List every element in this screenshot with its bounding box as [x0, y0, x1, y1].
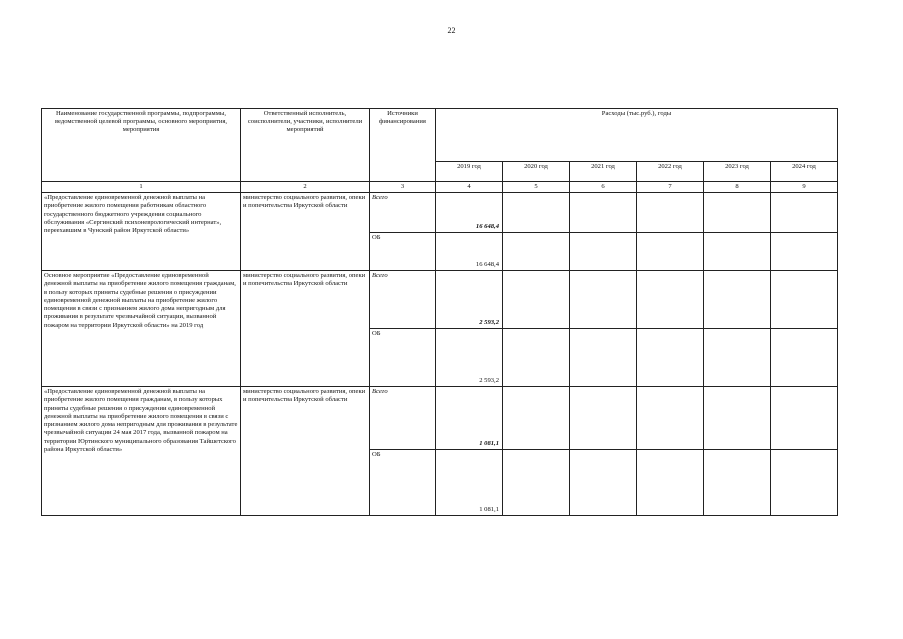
column-number: 4: [436, 182, 503, 193]
column-number: 9: [771, 182, 838, 193]
value-cell: [436, 271, 503, 329]
year-2021: 2021 год: [570, 162, 637, 182]
header-sources: Источники финансирования: [370, 109, 436, 182]
value-cell: [436, 193, 503, 233]
value-cell: [436, 450, 503, 516]
header-executor: Ответственный исполнитель, соисполнители, участники, исполнители мероприятий: [241, 109, 370, 182]
executor-name: министерство социального развития, опеки и попечительства Иркутской области: [241, 271, 370, 387]
value-ob-2019: 1 081,1: [479, 506, 499, 513]
value-ob-2019: 2 593,2: [479, 377, 499, 384]
value-total-2019: 2 593,2: [479, 319, 499, 326]
column-number: 2: [241, 182, 370, 193]
program-name: «Предоставление единовременной денежной выплаты на приобретение жилого помещения гражданам, в пользу которых приняты судебные решения о присуждении единовременной денежной выплаты на приобретение жилого помещения в связи с признанием жилого дома непригодным для проживания в результате чрезвычайной ситуации 24 мая 2017 года, вызванной пожаром на территории Юртинского муниципального образования Тайшетского района Иркутской области»: [42, 387, 241, 516]
value-cell: [436, 387, 503, 450]
header-row: [42, 109, 838, 162]
program-name: Основное мероприятие «Предоставление единовременной денежной выплаты на приобретение жилого помещения гражданам, в пользу которых приняты судебные решения о присуждении единовременной денежной выплаты на приобретение жилого помещения в связи с признанием жилого дома непригодным для проживания в результате чрезвычайной ситуации, вызванной пожаром на территории Иркутской области» на 2019 год: [42, 271, 241, 387]
header-expenses: Расходы (тыс.руб.), годы: [436, 109, 838, 162]
source-total: Всего: [370, 387, 436, 450]
column-number: 7: [637, 182, 704, 193]
column-number: 5: [503, 182, 570, 193]
year-2023: 2023 год: [704, 162, 771, 182]
column-number: 3: [370, 182, 436, 193]
year-2024: 2024 год: [771, 162, 838, 182]
value-ob-2019: 16 648,4: [475, 261, 499, 268]
executor-name: министерство социального развития, опеки и попечительства Иркутской области: [241, 193, 370, 271]
table-row: [42, 193, 838, 233]
page-number: 22: [447, 26, 456, 35]
program-name: «Предоставление единовременной денежной выплаты на приобретение жилого помещения работникам областного государственного бюджетного учреждения социального обслуживания «Сергинский психоневрологический интернат», переехавшим в Чунский район Иркутской области»: [42, 193, 241, 271]
source-total: Всего: [370, 193, 436, 233]
budget-table: [41, 108, 838, 516]
source-ob: ОБ: [370, 329, 436, 387]
value-total-2019: 16 648,4: [475, 223, 499, 230]
column-number: 1: [42, 182, 241, 193]
source-total: Всего: [370, 271, 436, 329]
value-total-2019: 1 081,1: [479, 440, 499, 447]
value-cell: [436, 233, 503, 271]
source-ob: ОБ: [370, 450, 436, 516]
header-name: Наименование государственной программы, подпрограммы, ведомственной целевой программы, основного мероприятия, мероприятия: [42, 109, 241, 182]
source-ob: ОБ: [370, 233, 436, 271]
table-row: [42, 271, 838, 329]
year-2019: 2019 год: [436, 162, 503, 182]
column-number: 6: [570, 182, 637, 193]
year-2022: 2022 год: [637, 162, 704, 182]
year-2020: 2020 год: [503, 162, 570, 182]
column-numbers-row: [42, 182, 838, 193]
value-cell: [436, 329, 503, 387]
table-row: [42, 387, 838, 450]
executor-name: министерство социального развития, опеки и попечительства Иркутской области: [241, 387, 370, 516]
column-number: 8: [704, 182, 771, 193]
